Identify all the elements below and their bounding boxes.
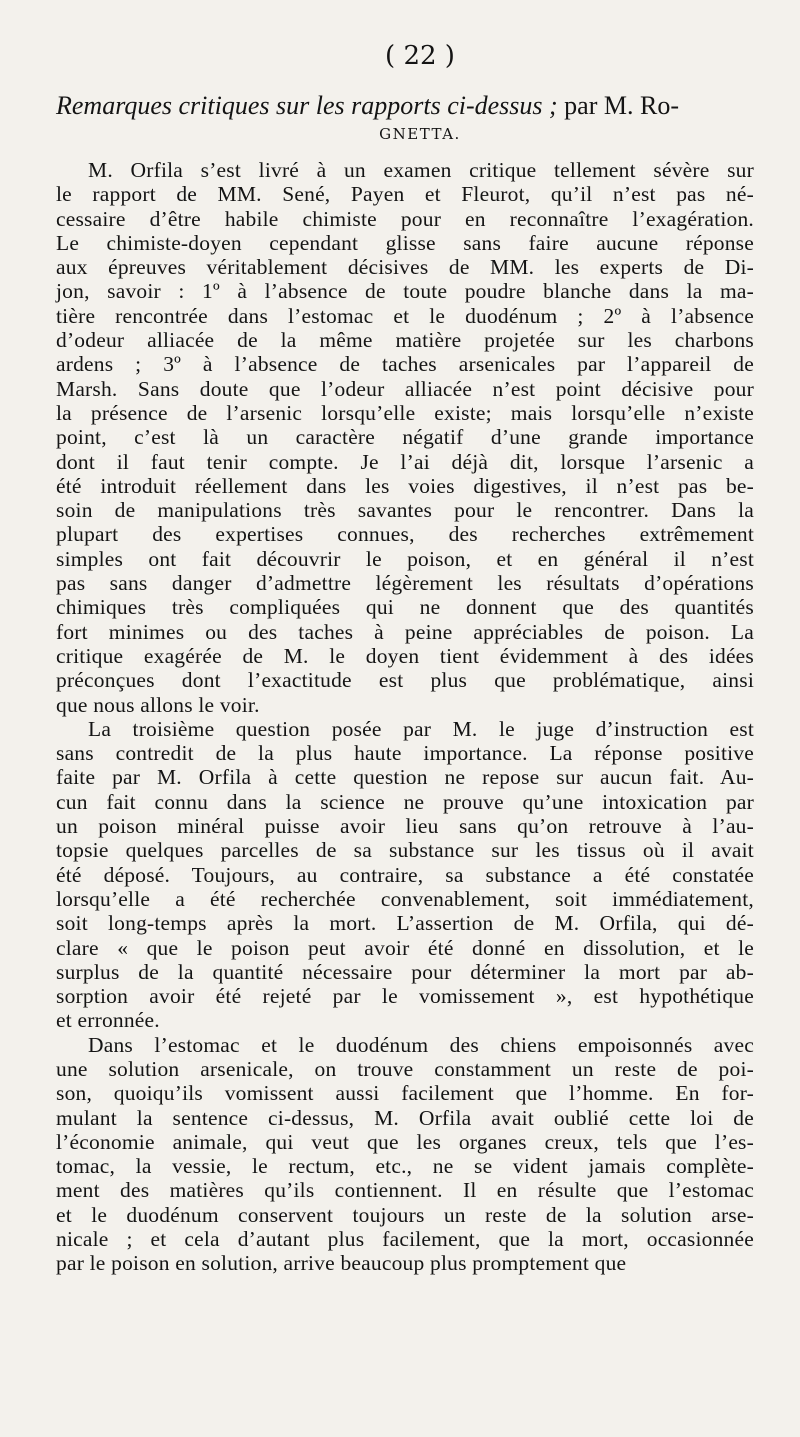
text-line: une solution arsenicale, on trouve constamment un reste de poi- (56, 1056, 754, 1081)
text-line: mulant la sentence ci-dessus, M. Orfila avait oublié cette loi de (56, 1105, 754, 1130)
text-line: été introduit réellement dans les voies digestives, il n’est pas be- (56, 473, 754, 498)
text-line: ment des matières qu’ils contiennent. Il en résulte que l’estomac (56, 1178, 754, 1203)
text-line: jon, savoir : 1º à l’absence de toute poudre blanche dans la ma- (56, 279, 754, 304)
text-line: un poison minéral puisse avoir lieu sans qu’on retrouve à l’au- (56, 814, 754, 839)
text-line: plupart des expertises connues, des recherches extrêmement (56, 522, 754, 547)
text-line: fort minimes ou des taches à peine appréciables de poison. La (56, 619, 754, 644)
text-line: point, c’est là un caractère négatif d’une grande importance (56, 425, 754, 450)
text-line: pas sans danger d’admettre légèrement les résultats d’opérations (56, 571, 754, 596)
section-title-author: par M. Ro- (564, 91, 679, 120)
text-line: soit long-temps après la mort. L’assertion de M. Orfila, qui dé- (56, 911, 754, 936)
text-line: que nous allons le voir. (56, 692, 260, 717)
text-line: son, quoiqu’ils vomissent aussi facilement que l’homme. En for- (56, 1081, 754, 1106)
text-line: tomac, la vessie, le rectum, etc., ne se vident jamais complète- (56, 1154, 754, 1179)
text-line: par le poison en solution, arrive beaucoup plus promptement que (56, 1251, 627, 1276)
text-line: sorption avoir été rejeté par le vomissement », est hypothétique (56, 984, 754, 1009)
text-line: été déposé. Toujours, au contraire, sa substance a été constatée (56, 862, 754, 887)
text-line: topsie quelques parcelles de sa substance sur les tissus où il avait (56, 838, 754, 863)
text-line: faite par M. Orfila à cette question ne repose sur aucun fait. Au- (56, 765, 754, 790)
text-line: le rapport de MM. Sené, Payen et Fleurot, qu’il n’est pas né- (56, 182, 754, 207)
text-line: nicale ; et cela d’autant plus facilement, que la mort, occasionnée (56, 1227, 754, 1252)
text-line: cessaire d’être habile chimiste pour en reconnaître l’exagération. (56, 206, 754, 231)
text-line: critique exagérée de M. le doyen tient évidemment à des idées (56, 643, 754, 668)
text-line: clare « que le poison peut avoir été donné en dissolution, et le (56, 935, 754, 960)
text-line: surplus de la quantité nécessaire pour déterminer la mort par ab- (56, 959, 754, 984)
section-title (56, 90, 754, 122)
text-line: La troisième question posée par M. le juge d’instruction est (88, 716, 754, 741)
text-line: l’économie animale, qui veut que les organes creux, tels que l’es- (56, 1129, 754, 1154)
text-line: M. Orfila s’est livré à un examen critique tellement sévère sur (88, 158, 754, 182)
paragraph (56, 1033, 754, 1276)
text-line: Dans l’estomac et le duodénum des chiens empoisonnés avec (88, 1032, 754, 1057)
text-line: chimiques très compliquées qui ne donnent que des quantités (56, 595, 754, 620)
text-line: tière rencontrée dans l’estomac et le duodénum ; 2º à l’absence (56, 303, 754, 328)
section-title-author-continued: GNETTA. (379, 125, 461, 143)
text-line: Le chimiste-doyen cependant glisse sans faire aucune réponse (56, 230, 754, 255)
paragraph (56, 717, 754, 1033)
text-line: lorsqu’elle a été recherchée convenablement, soit immédiatement, (56, 886, 754, 911)
text-line: la présence de l’arsenic lorsqu’elle existe; mais lorsqu’elle n’existe (56, 400, 754, 425)
paragraph (56, 158, 754, 717)
text-line: ardens ; 3º à l’absence de taches arsenicales par l’appareil de (56, 352, 754, 377)
text-line: sans contredit de la plus haute importance. La réponse positive (56, 741, 754, 766)
section-title-italic: Remarques critiques sur les rapports ci-dessus ; (56, 91, 558, 120)
text-line: et erronnée. (56, 1008, 160, 1033)
text-line: Marsh. Sans doute que l’odeur alliacée n’est point décisive pour (56, 376, 754, 401)
text-line: cun fait connu dans la science ne prouve qu’une intoxication par (56, 789, 754, 814)
text-line: préconçues dont l’exactitude est plus que problématique, ainsi (56, 668, 754, 693)
text-line: simples ont fait découvrir le poison, et en général il n’est (56, 546, 754, 571)
page-number: ( 22 ) (385, 41, 455, 71)
text-line: dont il faut tenir compte. Je l’ai déjà dit, lorsque l’arsenic a (56, 449, 754, 474)
body-text (56, 158, 754, 1276)
text-line: soin de manipulations très savantes pour le rencontrer. Dans la (56, 498, 754, 523)
text-line: et le duodénum conservent toujours un reste de la solution arse- (56, 1202, 754, 1227)
text-line: d’odeur alliacée de la même matière projetée sur les charbons (56, 328, 754, 353)
text-line: aux épreuves véritablement décisives de MM. les experts de Di- (56, 255, 754, 280)
